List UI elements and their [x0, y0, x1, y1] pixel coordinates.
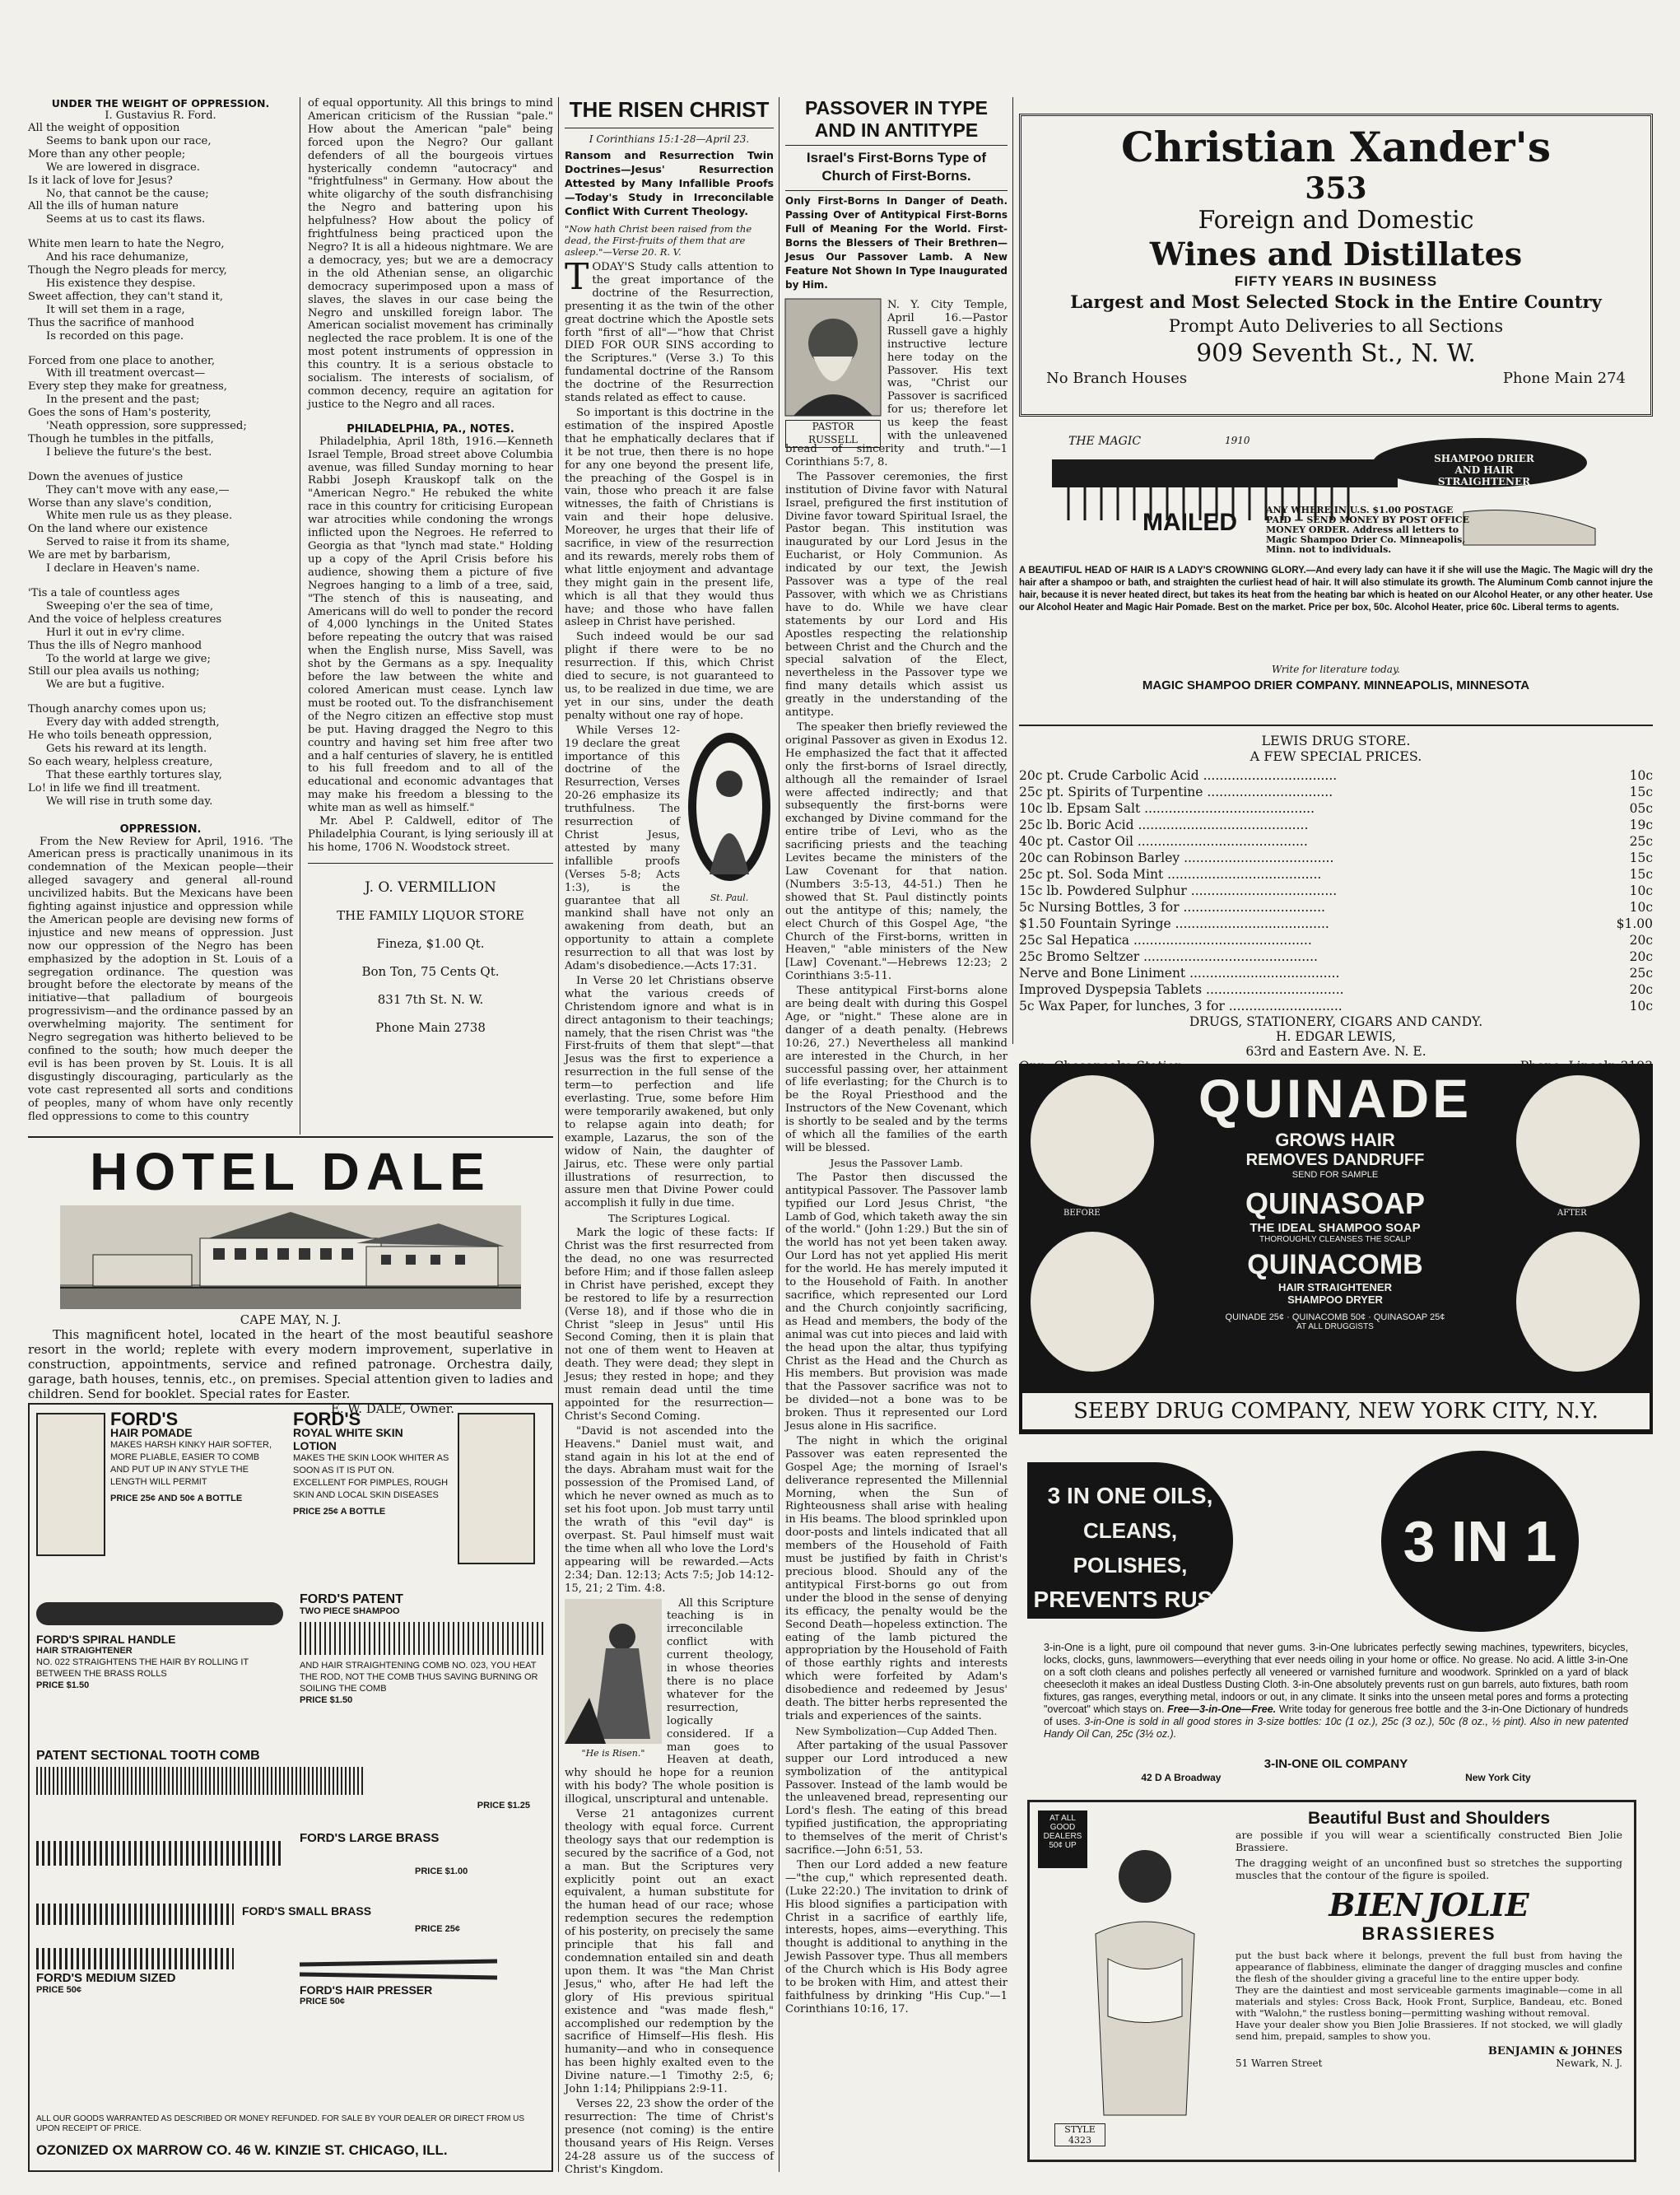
poem-line: Is recorded on this page.	[46, 329, 184, 343]
price-row	[1019, 866, 1653, 883]
passover-sub2: New Symbolization—Cup Added Then.	[795, 1724, 998, 1737]
poem-line: Though he tumbles in the pitfalls,	[28, 432, 214, 445]
bien-jolie-brand1: BIEN	[1329, 1886, 1422, 1923]
stanza-gap	[28, 692, 293, 703]
bien-jolie-city: Newark, N. J.	[1556, 2058, 1622, 2069]
bien-jolie-text5: Have your dealer show you Bien Jolie Brassieres. If not stocked, we will gladly send him, prepaid, samples to show you.	[1236, 2019, 1622, 2042]
price-item-value: 19c	[1629, 818, 1653, 832]
xander-address: 909 Seventh St., N. W.	[1196, 339, 1476, 368]
xander-number: 353	[1305, 171, 1367, 206]
price-item-value: 10c	[1629, 999, 1653, 1014]
pomade-sub: HAIR POMADE	[110, 1426, 193, 1439]
pastor-russell-caption: PASTOR RUSSELL	[785, 420, 881, 448]
poem-line: To the world at large we give;	[46, 652, 211, 665]
price-row	[1019, 767, 1653, 784]
xander-line3: FIFTY YEARS IN BUSINESS	[1234, 273, 1438, 289]
bien-jolie-style: STYLE 4323	[1054, 2123, 1105, 2146]
fords-pomade	[36, 1409, 283, 1586]
he-is-risen-image	[565, 1599, 662, 1744]
column-2	[308, 97, 553, 1136]
poem-line: All the weight of opposition	[28, 122, 180, 134]
bien-jolie-text2: The dragging weight of an unconfined bust so stretches the supporting muscles that the contour of the figure is spoiled.	[1236, 1857, 1622, 1881]
price-row	[1019, 965, 1653, 981]
bien-jolie-text3: put the bust back where it belongs, prevent the full bust from having the appearance of flabbiness, eliminate the danger of dragging muscles and confine the flesh of the shoulder giving a graceful line to the entire upper body.	[1236, 1950, 1622, 1984]
price-item-label: 5c Nursing Bottles, 3 for ...................................	[1019, 900, 1325, 915]
risen-p1: ODAY'S Study calls attention to the great importance of the doctrine of the Resurrection, presenting it as the twin of the other great doctrine which the Apostle sets forth "first of all"—"how that Christ DIED FOR OUR SINS according to the Scriptures." (Verse 3.) To this fundamental doctrine of the Ransom the doctrine of the Resurrection stands related as effect to cause.	[565, 261, 774, 405]
price-item-label: 25c lb. Boric Acid ..........................................	[1019, 818, 1309, 832]
risen-p8: All this Scripture teaching is in irreconcilable conflict with current theology, in whose theories there is no place whatever for the resurrection, logically considered. If a man goes to Heaven at death, why should he hope for a reunion with his body? The whole position is illogical, unscriptural and untenable.	[565, 1596, 774, 1806]
fords-footer-note: ALL OUR GOODS WARRANTED AS DESCRIBED OR MONEY REFUNDED. FOR SALE BY YOUR DEALER OR DIRECT FROM US UPON RECEIPT OF PRICE.	[36, 2114, 525, 2133]
xander-line4: Largest and Most Selected Stock in the Entire Country	[1070, 291, 1602, 312]
pomade-title: FORD'S	[110, 1409, 179, 1429]
he-is-risen-caption: "He is Risen."	[581, 1748, 645, 1759]
spiral-title: FORD'S SPIRAL HANDLE	[36, 1633, 176, 1646]
three-in-one-text: 3-in-One is a light, pure oil compound that never gums. 3-in-One lubricates perfectly sewing machines, typewriters, bicycles, locks, clocks, guns, lawnmowers—everything that ever needs oiling in your home or office. No grease. No acid. A little 3-in-One on a soft cloth cleans and polishes perfectly all veneered or varnished furniture and woodwork. Sprinkled on a yard of black cheesecloth it makes an ideal Dustless Dusting Cloth. 3-in-One absolutely prevents rust on gun barrels, auto fixtures, bath room fixtures, gas ranges, everything metal, indoors or out, in any climate. It sinks into the unseen metal pores and forms a protecting "overcoat" which stays on.	[1044, 1642, 1628, 1715]
risen-figure	[565, 1599, 662, 1759]
risen-p6: Mark the logic of these facts: If Christ was the first resurrected from the dead, no one was resurrected before Him; and if those fallen asleep in Christ have perished, except they be restored to life by a resurrection (Verse 18), and if those who die in Christ "sleep in Jesus" until His Second Coming, then it is plain that not one of them went to Heaven at death. They were dead; they slept in Jesus; they rested in hope; and they must remain dead until the time appointed for the resurrection—Christ's Second Coming.	[565, 1227, 774, 1423]
fords-patent	[300, 1594, 547, 1734]
price-row	[1019, 817, 1653, 833]
magic-ad	[1019, 430, 1653, 710]
poem-line: Served to raise it from its shame,	[46, 536, 230, 549]
xander-name: Christian Xander's	[1121, 123, 1551, 171]
magic-product: SHAMPOO DRIER AND HAIR STRAIGHTENER	[1434, 453, 1534, 487]
risen-title: THE RISEN CHRIST	[565, 97, 774, 128]
price-row	[1019, 850, 1653, 866]
risen-p4: While Verses 12-19 declare the great importance of this doctrine of the Resurrection, Verses 20-26 emphasize its truthfulness. The resurrection of Christ Jesus, attested by many infallible proofs (Verses 5-8; Acts 1:3), is the guarantee that all mankind shall have not only an awakening from death, but an opportunity to attain a complete resurrection to all that was lost by Adam's disobedience.—Acts 17:31.	[565, 724, 774, 973]
price-item-value: 25c	[1629, 966, 1653, 981]
st-paul-image	[685, 726, 774, 888]
poem-line: 'Tis a tale of countless ages	[28, 587, 180, 599]
bien-jolie-title: Beautiful Bust and Shoulders	[1307, 1809, 1551, 1828]
after-label: AFTER	[1557, 1209, 1587, 1218]
passover-p8: Then our Lord added a new feature—"the cup," which represented death. (Luke 22:20.) The invitation to drink of His blood signifies a participation with Christ in a sacrifice of earthly life, interests, hopes, aims—everything. This thought is additional to anything in the Jewish Passover type. Thus all members of the Church which is His Body agree to be broken with Him, and attest their faithfulness by drinking "His Cup."—1 Corinthians 10:16, 17.	[785, 1858, 1008, 2016]
pomade-price: PRICE 25¢ AND 50¢ A BOTTLE	[110, 1494, 243, 1503]
hotel-dale-ad	[28, 1136, 553, 1416]
poem-line: More than any other people;	[28, 147, 186, 161]
pastor-russell-figure	[785, 299, 881, 445]
hotel-place: CAPE MAY, N. J.	[240, 1312, 342, 1327]
bien-jolie-figure	[1063, 1835, 1227, 2115]
caldwell-note: Mr. Abel P. Caldwell, editor of The Philadelphia Courant, is lying seriously ill at his home, 1706 N. Woodstock street.	[308, 815, 553, 854]
oppression-text: From the New Review for April, 1916. 'The American press is practically unanimous in its condemnation of the Mexican people—their alleged savagery and general all-round uncivilized habits. But the Mexicans have been fighting against injustice and oppression while the American people are devising new forms of injustice and new means of oppression. Just now our oppression of the Negro has been emphasized by the adoption in St. Louis of a segregation ordinance. The question was brought before the electorate by means of the initiative—that palladium of bourgeois progressivism—and the ordinance passed by an overwhelming majority. The sentiment for Negro segregation was hitherto believed to be confined to the south; how much deeper the evil is has been proven by St. Louis. It is all disgustingly discouraging, particularly as the vote cast represented all sorts and conditions of peoples, many of whom have only recently fled oppressions to come to this country	[28, 835, 293, 1123]
bien-jolie-brand2: JOLIE	[1426, 1886, 1529, 1923]
passover-deck-2: Only First-Borns In Danger of Death. Passing Over of Antitypical First-Borns Full of Meaning For the World. First-Borns the Blessers of Their Brethren—Jesus Our Passover Lamb. A New Feature Not Shown In Type Inaugurated by Him.	[785, 195, 1008, 291]
poem-line: Hurl it out in ev'ry clime.	[46, 626, 185, 639]
before-portrait-2	[1031, 1232, 1154, 1372]
stanza-gap	[28, 343, 293, 355]
risen-dropcap: T	[565, 256, 589, 298]
tooth-comb-price: PRICE $1.25	[477, 1801, 530, 1811]
stanza-gap	[28, 576, 293, 587]
poem-line: Sweet affection, they can't stand it,	[28, 290, 224, 303]
st-paul-figure	[685, 726, 774, 903]
presser-image	[300, 1956, 497, 1981]
poem-line: His existence they despise.	[46, 277, 196, 290]
lewis-footer3: 63rd and Eastern Ave. N. E.	[1245, 1044, 1426, 1059]
patent-comb-image	[300, 1622, 547, 1655]
poem-line: Seems at us to cast its flaws.	[46, 213, 206, 226]
price-item-value: 25c	[1629, 834, 1653, 849]
bien-jolie-address: 51 Warren Street	[1236, 2058, 1323, 2069]
price-item-label: 25c Bromo Seltzer ...........................................	[1019, 949, 1318, 964]
xander-ad	[1019, 114, 1653, 417]
poem-line: Still our plea avails us nothing;	[28, 665, 200, 678]
large-brass-title: FORD'S LARGE BRASS	[300, 1831, 440, 1845]
passover-p3: The speaker then briefly reviewed the original Passover as given in Exodus 12. He emphasized the fact that it affected only the first-borns of Israel directly, although all the remainder of Israel were affected indirectly; and that subsequently the first-borns were exchanged by Divine command for the entire tribe of Levi, who as the sacrificing priests and the teaching Levites became the ministers of the Law Covenant for that nation. (Numbers 3:5-13, 44-51.) Then he showed that St. Paul distinctly points out the antitype of this; namely, the elect Church of this Gospel Age, "the Church of the First-borns, written in Heaven," "able ministers of the New [Law] Covenant."—Hebrews 12:23; 2 Corinthians 3:5-11.	[785, 721, 1008, 983]
three-in-one-city: New York City	[1465, 1772, 1531, 1783]
passover-deck-1: Israel's First-Borns Type of Church of First-Borns.	[785, 149, 1008, 191]
medium-price: PRICE 50¢	[36, 1985, 82, 1995]
poem-line: Lo! in life we find ill treatment.	[28, 781, 201, 795]
poem-line: So each weary, helpless creature,	[28, 755, 213, 768]
passover-p4: These antitypical First-borns alone are being dealt with during this Gospel Age, or "night." These alone are in danger of a death penalty. (Hebrews 10:26, 27.) Nevertheless all mankind are interested in the Church, in her successful passing over, her attainment of life everlasting; for the Church is to be the Royal Priesthood and the Instructors of the New Covenant, which is shortly to be sealed and by the terms of which all the families of the earth will be blessed.	[785, 985, 1008, 1154]
vermillion-line3: Bon Ton, 75 Cents Qt.	[361, 963, 500, 979]
quinasoap-title: QUINASOAP	[1245, 1186, 1426, 1220]
price-item-value: 20c	[1629, 982, 1653, 997]
risen-reference: I Corinthians 15:1-28—April 23.	[589, 133, 750, 145]
pomade-text: MAKES HARSH KINKY HAIR SOFTER, MORE PLIABLE, EASIER TO COMB AND PUT UP IN ANY STYLE THE LENGTH WILL PERMIT	[110, 1440, 272, 1487]
hotel-description: This magnificent hotel, located in the heart of the most beautiful seashore resort in the world; replete with every modern improvement, superlative in construction, appointments, service and refined patronage. Orchestra daily, garage, bath houses, tennis, etc., on premises. Special attention given to ladies and children. Send for booklet. Special rates for Easter.	[28, 1327, 553, 1401]
stanza-gap	[28, 459, 293, 471]
poem-line: All the ills of human nature	[28, 200, 179, 213]
passover-title-2: AND IN ANTITYPE	[785, 119, 1008, 146]
fords-large-brass	[36, 1833, 547, 1882]
price-row	[1019, 784, 1653, 800]
xander-phone: Phone Main 274	[1502, 370, 1626, 387]
poem-author: I. Gustavius R. Ford.	[105, 110, 216, 122]
lotion-price: PRICE 25¢ A BOTTLE	[293, 1507, 386, 1517]
poem-line: I believe the future's the best.	[46, 445, 212, 459]
bien-jolie-company: BENJAMIN & JOHNES	[1487, 2045, 1622, 2058]
poem-line: They can't move with any ease,—	[46, 483, 230, 496]
stanza-gap	[28, 809, 293, 820]
spiral-handle-image	[36, 1602, 283, 1625]
after-portrait-1	[1516, 1075, 1640, 1207]
price-row	[1019, 800, 1653, 817]
bien-jolie-brand3: BRASSIERES	[1361, 1923, 1496, 1944]
lewis-price-list	[1019, 767, 1653, 1014]
risen-p3: Such indeed would be our sad plight if there were to be no resurrection. If this, which Christ died to secure, is not guaranteed to us, to be realized in due time, we are yet in our sins, under the death penalty without one ray of hope.	[565, 631, 774, 722]
poem-line: In the present and the past;	[46, 394, 200, 407]
poem-line: I declare in Heaven's name.	[46, 562, 200, 576]
price-item-label: 40c pt. Castor Oil ..........................................	[1019, 834, 1308, 849]
vermillion-ad	[308, 863, 553, 1042]
lotion-text: MAKES THE SKIN LOOK WHITER AS SOON AS IT IS PUT ON. EXCELLENT FOR PIMPLES, ROUGH SKIN AND LOCAL SKIN DISEASES	[293, 1453, 449, 1500]
magic-year: 1910	[1225, 435, 1250, 446]
fords-company: OZONIZED OX MARROW CO. 46 W. KINZIE ST. CHICAGO, ILL.	[36, 2142, 448, 2158]
risen-christ-column	[565, 97, 774, 2176]
bien-jolie-ad	[1027, 1800, 1636, 2162]
lotion-bottle-image	[458, 1413, 535, 1564]
price-item-value: 15c	[1629, 851, 1653, 865]
xander-line5: Prompt Auto Deliveries to all Sections	[1168, 316, 1504, 336]
risen-sub1: The Scriptures Logical.	[607, 1212, 731, 1225]
passover-title-1: PASSOVER IN TYPE	[805, 97, 988, 119]
vermillion-name: J. O. VERMILLION	[365, 878, 496, 896]
patent-sub: TWO PIECE SHAMPOO	[300, 1606, 400, 1616]
price-item-value: 10c	[1629, 900, 1653, 915]
price-row	[1019, 883, 1653, 899]
large-brass-image	[36, 1841, 283, 1866]
passover-p5: The Pastor then discussed the antitypical Passover. The Passover lamb typified our Lord Jesus Christ, "the Lamb of God, which taketh away the sin of the world." (John 1:29.) But the sin of the world has not yet been taken away. Our Lord has not yet applied His merit for the world. He has merely imputed it to the Household of Faith. In another sacrifice, which represented our Lord and the Church conjointly sacrificing, as Head and members, the body of the animal was cut into pieces and laid with the head upon the altar, thus typifying Christ as the Head and the Church as His members. But provision was made that the Passover sacrifice was not to be divided—not a bone was to be broken. Thus it represented our Lord Jesus alone in His sacrifice.	[785, 1171, 1008, 1433]
price-item-label: Improved Dyspepsia Tablets ..................................	[1019, 982, 1344, 997]
pomade-jar-image	[36, 1413, 105, 1556]
price-item-label: 20c can Robinson Barley .....................................	[1019, 851, 1334, 865]
bien-jolie-text1: are possible if you will wear a scientifically constructed Bien Jolie Brassiere.	[1236, 1829, 1622, 1853]
risen-p10: Verses 22, 23 show the order of the resurrection: The time of Christ's presence (not coming) is the entire thousand years of His Reign. Verses 24-28 assure us of the success of Christ's Kingdom.	[565, 2097, 774, 2176]
poem-line: Down the avenues of justice	[28, 470, 184, 483]
fords-presser	[300, 1956, 547, 2030]
price-item-value: 10c	[1629, 883, 1653, 898]
three-in-one-ad	[1019, 1447, 1653, 1785]
poem-line: Worse than any slave's condition,	[28, 496, 212, 510]
three-in-one-free-text: Write today for generous free bottle and the 3-in-One Dictionary of hundreds of uses.	[1044, 1703, 1628, 1727]
poem-line: It will set them in a rage,	[46, 303, 185, 316]
poem-line: That these earthly tortures slay,	[46, 768, 222, 781]
price-row	[1019, 899, 1653, 916]
fords-medium	[36, 1948, 283, 2022]
passover-column	[785, 97, 1008, 2172]
risen-p9: Verse 21 antagonizes current theology with equal force. Current theology says that our redemption is secured by the sacrifice of a God, not a man. But the Scriptures very explicitly point out an exact equivalent, a human substitute for the human head of our race; whose redemption secures the redemption of his posterity, on precisely the same principle that his fall and condemnation entailed sin and death upon them. It was "the Man Christ Jesus," who, after He had left the glory of His previous spiritual existence and "was made flesh," accomplished our redemption by the sacrifice of Himself—His flesh. His humanity—and who in consequence has been highly exalted even to the Divine nature.—1 Timothy 2:5, 6; John 1:14; Philippians 2:9-11.	[565, 1808, 774, 2096]
passover-p1: N. Y. City Temple, April 16.—Pastor Russell gave a highly instructive lecture here today on the Passover. His text was, "Christ our Passover is sacrificed for us; therefore let us keep the feast with the unleavened bread of sincerity and truth."—1 Corinthians 5:7, 8.	[785, 299, 1008, 468]
price-row	[1019, 916, 1653, 932]
poem-line: Seems to bank upon our race,	[46, 134, 212, 147]
poem-line: On the land where our existence	[28, 523, 208, 536]
risen-p2: So important is this doctrine in the estimation of the inspired Apostle that he emphatically declares that if it be not true, then there is no hope for any one beyond the present life, the preaching of the Gospel is in vain, those who preach it are false witnesses, the faith of Christians is vain and their hope delusive. Moreover, he urges that their life of sacrifice, in view of the resurrection and its rewards, merely robs them of what little enjoyment and advantage they might gain in the present life, which is all that they would thus have; and those who have fallen asleep in Christ have perished.	[565, 406, 774, 629]
quinade-prices: QUINADE 25¢ · QUINACOMB 50¢ · QUINASOAP 25¢	[1225, 1312, 1445, 1322]
poem-body	[28, 122, 293, 820]
risen-quote: "Now hath Christ been raised from the dead, the First-fruits of them that are asleep."—Verse 20. R. V.	[565, 223, 752, 258]
poem-line: Every day with added strength,	[46, 716, 220, 729]
passover-p2: The Passover ceremonies, the first institution of Divine favor with Natural Israel, prefigured the first institution of Divine favor toward Spiritual Israel, the Pastor began. This institution was inaugurated by our Lord Jesus in the Eucharist, or Holy Communion. As indicated by our text, the Jewish Passover was a type of the real Passover, with which we as Christians have to do. While we have clear statements by our Lord and His Apostles respecting the relationship between Christ and the Church and the special salvation of the Elect, nevertheless in the Passover type we find many details which assist us greatly in the understanding of the antitype.	[785, 470, 1008, 720]
price-item-label: 25c pt. Sol. Soda Mint ......................................	[1019, 867, 1322, 882]
before-portrait-1	[1031, 1075, 1154, 1207]
risen-p7: "David is not ascended into the Heavens." Daniel must wait, and stand again in his lot at the end of the days. Abraham must wait for the possession of the Promised Land, of which he never owned as much as to set his foot upon. Job must tarry until the wrath of this "evil day" is overpast. St. Paul himself must wait the time when all who love the Lord's appearing will be rewarded.—Acts 2:34; Dan. 12:13; Acts 7:5; Job 14:12-15, 21; 2 Tim. 4:8.	[565, 1424, 774, 1595]
fords-tooth-comb	[36, 1750, 547, 1811]
patent-price: PRICE $1.50	[300, 1695, 353, 1705]
poem-line: White men rule us as they please.	[46, 510, 233, 523]
vermillion-line4: 831 7th St. N. W.	[377, 991, 484, 1007]
poem-line: Gets his reward at its length.	[46, 742, 207, 755]
magic-company: MAGIC SHAMPOO DRIER COMPANY. MINNEAPOLIS, MINNESOTA	[1142, 678, 1530, 692]
oppression-title: OPPRESSION.	[119, 823, 202, 836]
price-item-label: 25c Sal Hepatica ............................................	[1019, 933, 1312, 948]
poem-line: Though the Negro pleads for mercy,	[28, 264, 227, 277]
poem-line: With ill treatment overcast—	[46, 367, 206, 380]
price-row	[1019, 833, 1653, 850]
pastor-russell-photo	[785, 299, 881, 416]
price-row	[1019, 948, 1653, 965]
quinade-druggists: AT ALL DRUGGISTS	[1296, 1322, 1374, 1331]
fords-spiral	[36, 1594, 283, 1717]
vermillion-line2: Fineza, $1.00 Qt.	[376, 935, 485, 951]
poem-line: Sweeping o'er the sea of time,	[46, 599, 214, 613]
poem-line: We will rise in truth some day.	[46, 795, 213, 808]
stanza-gap	[28, 226, 293, 238]
before-label: BEFORE	[1063, 1209, 1101, 1218]
lewis-title: LEWIS DRUG STORE.	[1261, 733, 1411, 748]
risen-deck: Ransom and Resurrection Twin Doctrines—Jesus' Resurrection Attested by Many Infallible Proofs—Today's Study in Irreconcilable Conflict With Current Theology.	[565, 149, 774, 217]
price-item-label: 5c Wax Paper, for lunches, 3 for ............................	[1019, 999, 1343, 1014]
small-brass-price: PRICE 25¢	[415, 1924, 461, 1934]
poem-line: Thus the sacrifice of manhood	[28, 316, 194, 329]
xander-line1: Foreign and Domestic	[1198, 206, 1474, 235]
three-in-one-logo: 3 IN 1	[1403, 1509, 1557, 1573]
bien-jolie-text4: They are the daintiest and most serviceable garments imaginable—come in all materials and styles: Cross Back, Hook Front, Surplice, Bandeau, etc. Boned with "Walohn," the rustless boning—permitting washing without removal.	[1236, 1984, 1622, 2019]
poem-line: Thus the ills of Negro manhood	[28, 639, 202, 652]
quinade-ad	[1019, 1064, 1653, 1434]
poem-line: We are but a fugitive.	[46, 678, 165, 692]
poem-line: Though anarchy comes upon us;	[28, 703, 207, 716]
price-item-value: 20c	[1629, 933, 1653, 948]
small-brass-title: FORD'S SMALL BRASS	[242, 1904, 372, 1918]
poem-line: He who toils beneath oppression,	[28, 729, 212, 743]
lewis-subtitle: A FEW SPECIAL PRICES.	[1250, 748, 1422, 764]
hotel-owner: E. W. DALE, Owner.	[330, 1401, 454, 1416]
tooth-comb-image	[36, 1767, 365, 1795]
three-in-one-address: 42 D A Broadway	[1141, 1772, 1222, 1783]
passover-p7: After partaking of the usual Passover supper our Lord introduced a new symbolization of the antitypical Passover. Instead of the lamb would be the unleavened bread, representing our Lord's flesh. The eating of this bread typified justification, the appropriating to themselves of the merit of Christ's sacrifice.—John 6:51, 53.	[785, 1739, 1008, 1857]
patent-text: AND HAIR STRAIGHTENING COMB NO. 023, YOU HEAT THE ROD, NOT THE COMB THUS SAVING BURNING OR SOILING THE COMB	[300, 1661, 538, 1694]
column-rule	[779, 97, 780, 2172]
philadelphia-text: Philadelphia, April 18th, 1916.—Kenneth Israel Temple, Broad street above Columbia avenue, was filled Sunday morning to hear Rabbi Joseph Krauskopf talk on the "American Negro." He rebuked the white race in this country for criticising European war atrocities while condoning the wrongs inflicted upon the Negroes. He referred to Georgia as that "lynch mad state." Holding up a copy of the April Crisis before his audience, showing them a picture of five Negroes hanging to a limb of a tree, said, "The stench of this is nauseating, and Americans will do well to ponder the record of 4,000 lynchings in the United States before repeating the outcry that was raised when the English nurse, Miss Savell, was shot by the Germans as a spy. Inequality before the law between the white and colored American must cease. Lynch law must be rooted out. To the disfranchisement of the Negro citizen an effective stop must be put. Having dragged the Negro to this country and having set him free after two and a half centuries of slavery, he is entitled to his full freedom and to all of the educational and economic advantages that may make his freedom a blessing to the white man as well as himself."	[308, 435, 553, 815]
price-row	[1019, 998, 1653, 1014]
xander-no-branch: No Branch Houses	[1046, 370, 1188, 387]
fords-ad	[28, 1403, 553, 2172]
poem-line: Is it lack of love for Jesus?	[28, 174, 173, 187]
magic-mailed: MAILED	[1142, 509, 1237, 536]
fords-lotion	[293, 1409, 545, 1586]
poem-title: UNDER THE WEIGHT OF OPPRESSION.	[51, 97, 270, 110]
three-in-one-sold: 3-in-One is sold in all good stores in 3-size bottles: 10c (1 oz.), 25c (3 oz.), 50c (8 oz., ½ pint). Also in new patented Handy Oil Can, 25c (3½ oz.).	[1044, 1716, 1628, 1740]
spiral-sub: HAIR STRAIGHTENER	[36, 1646, 133, 1656]
tooth-comb-title: PATENT SECTIONAL TOOTH COMB	[36, 1749, 260, 1763]
vermillion-phone: Phone Main 2738	[375, 1019, 486, 1035]
spiral-price: PRICE $1.50	[36, 1680, 90, 1690]
price-item-value: 10c	[1629, 768, 1653, 783]
price-item-value: 05c	[1629, 801, 1653, 816]
price-item-label: 20c pt. Crude Carbolic Acid .................................	[1019, 768, 1338, 783]
risen-p5: In Verse 20 let Christians observe what the various creeds of Christendom ignore and what is in direct antagonism to their teachings; namely, that the risen Christ was "the First-fruits of them that slept"—that Jesus was the first to experience a resurrection in the full sense of the term—to perfection and life everlasting. True, some before Him were temporarily awakened, but only to relapse again into death; for example, Lazarus, the son of the widow of Nain, the daughter of Jairus, etc. These were only partial illustrations of resurrection, to assure men that Divine Power could accomplish it fully in due time.	[565, 974, 774, 1210]
hotel-photo	[60, 1205, 521, 1309]
column-rule	[1012, 97, 1013, 1044]
passover-p6: The night in which the original Passover was eaten represented the Gospel Age; the morning of Israel's deliverance represented the Millennial Morning, when the Sun of Righteousness shall arise with healing in His beams. The blood sprinkled upon door-posts and lintels indicated that all members of the Household of Faith must be justified by faith in Christ's precious blood. Should any of the antitypical First-borns go out from under the blood in the sense of denying its efficacy, the penalty would be the Second Death—hopeless extinction. The eating of the lamb pictured the appropriation by the Household of Faith of those earthly rights and interests which were forfeited by Adam's disobedience and redeemed by Jesus' death. The bitter herbs represented the trials and experiences of the saints.	[785, 1434, 1008, 1722]
small-brass-image	[36, 1904, 234, 1925]
quinacomb-sub: HAIR STRAIGHTENER SHAMPOO DRYER	[1278, 1281, 1392, 1306]
poem-line: 'Neath oppression, sore suppressed;	[46, 420, 247, 433]
magic-text: A BEAUTIFUL HEAD OF HAIR IS A LADY'S CROWNING GLORY.—And every lady can have it if she will use the Magic. The Magic will dry the hair after a shampoo or bath, and straighten the curliest head of hair. It will also stimulate its growth. The Aluminum Comb cannot injure the hair, because it is never heated direct, but takes its heat from the heating bar which is heated on our Alcohol Heater, or any other heater. Use our Alcohol Heater and Magic Hair Pomade. Best on the market. Price per box, 50c. Alcohol Heater, price 60c. Liberal terms to agents.	[1019, 566, 1653, 613]
price-item-value: $1.00	[1616, 916, 1653, 931]
patent-title: FORD'S PATENT	[300, 1592, 403, 1606]
spiral-text: NO. 022 STRAIGHTENS THE HAIR BY ROLLING IT BETWEEN THE BRASS ROLLS	[36, 1657, 249, 1679]
passover-sub1: Jesus the Passover Lamb.	[830, 1156, 963, 1169]
magic-brand: THE MAGIC	[1068, 435, 1142, 448]
poem-line: No, that cannot be the cause;	[46, 187, 209, 200]
price-item-value: 15c	[1629, 867, 1653, 882]
quinade-title: QUINADE	[1198, 1068, 1473, 1129]
price-item-label: Nerve and Bone Liniment .....................................	[1019, 966, 1340, 981]
price-item-value: 15c	[1629, 785, 1653, 799]
three-in-one-headline1: 3 IN ONE OILS,	[1047, 1483, 1213, 1508]
quinade-line2: REMOVES DANDRUFF	[1245, 1151, 1425, 1169]
lotion-title: FORD'S	[293, 1409, 361, 1429]
badge-text: AT ALL GOOD DEALERS 50¢ UP	[1043, 1814, 1082, 1850]
column-1	[28, 97, 293, 1136]
three-in-one-headline3: PREVENTS RUST	[1033, 1587, 1227, 1612]
large-brass-price: PRICE $1.00	[415, 1866, 468, 1876]
poem-line: Goes the sons of Ham's posterity,	[28, 407, 212, 420]
price-item-label: 25c pt. Spirits of Turpentine ...............................	[1019, 785, 1333, 799]
st-paul-caption: St. Paul.	[710, 892, 749, 903]
quinade-line1: GROWS HAIR	[1275, 1130, 1395, 1150]
oppression-continued: of equal opportunity. All this brings to mind American criticism of the Russian "pale." How about the American "pale" being forced upon the Negro? Our gallant defenders of all the bourgeois virtues hysterically condemn "autocracy" and "frightfulness" in Germany. How about the white oligarchy of the south disfranchising the Negro and battering upon his helpfulness? How about the policy of frightfulness being practiced upon the Negro? It is all a hideous nightmare. We are a democracy, yes; but we are a democracy in the old Athenian sense, an oligarchic democracy superimposed upon a mass of slaves, the slaves in our case being the Negro and unskilled foreign labor. The American socialist movement has criminally neglected the race problem. It is one of the most potent instruments of oppression in this country. It is a serious obstacle to socialism. The interests of socialism, of common decency, require an agitation for justice to the Negro and all races.	[308, 97, 553, 411]
price-item-label: 10c lb. Epsam Salt ..........................................	[1019, 801, 1315, 816]
poem-line: We are lowered in disgrace.	[46, 161, 200, 174]
three-in-one-company: 3-IN-ONE OIL COMPANY	[1263, 1757, 1408, 1771]
vermillion-line1: THE FAMILY LIQUOR STORE	[337, 907, 524, 923]
poem-line: Every step they make for greatness,	[28, 380, 227, 394]
price-item-label: $1.50 Fountain Syringe ......................................	[1019, 916, 1329, 931]
quinade-line3: SEND FOR SAMPLE	[1291, 1170, 1379, 1180]
xander-line2: Wines and Distillates	[1149, 235, 1523, 273]
philadelphia-title: PHILADELPHIA, PA., NOTES.	[347, 422, 514, 436]
newspaper-page	[23, 97, 1657, 2176]
price-item-label: 15c lb. Powdered Sulphur ....................................	[1019, 883, 1338, 898]
column-rule	[558, 97, 559, 2172]
three-in-one-headline2: CLEANS, POLISHES,	[1073, 1518, 1188, 1578]
poem-line: And the voice of helpless creatures	[28, 613, 222, 626]
presser-price: PRICE 50¢	[300, 1997, 346, 2006]
presser-title: FORD'S HAIR PRESSER	[300, 1983, 433, 1997]
poem-line: Forced from one place to another,	[28, 354, 216, 367]
price-item-value: 20c	[1629, 949, 1653, 964]
price-row	[1019, 981, 1653, 998]
quinasoap-sub: THE IDEAL SHAMPOO SOAP	[1250, 1221, 1421, 1235]
fords-small-brass	[36, 1899, 547, 1940]
poem-line: And his race dehumanize,	[46, 251, 189, 264]
hotel-title: HOTEL DALE	[90, 1142, 491, 1201]
quinasoap-sub2: THOROUGHLY CLEANSES THE SCALP	[1259, 1235, 1411, 1244]
after-portrait-2	[1516, 1232, 1640, 1372]
three-in-one-logo-badge	[1381, 1451, 1579, 1632]
magic-mail-text: ANY WHERE IN U.S. $1.00 POSTAGE PAID — SEND MONEY BY POST OFFICE MONEY ORDER. Address all letters to Magic Shampoo Drier Co. Minneapolis, Minn. not to individuals.	[1266, 505, 1470, 555]
lewis-drug-ad	[1019, 725, 1653, 1059]
magic-write: Write for literature today.	[1272, 664, 1400, 675]
poem-line: White men learn to hate the Negro,	[28, 238, 225, 251]
three-in-one-free: Free—3-in-One—Free.	[1167, 1703, 1277, 1715]
medium-comb-image	[36, 1948, 234, 1969]
medium-title: FORD'S MEDIUM SIZED	[36, 1971, 176, 1985]
lewis-footer1: DRUGS, STATIONERY, CIGARS AND CANDY.	[1189, 1014, 1483, 1029]
quinacomb-title: QUINACOMB	[1247, 1249, 1423, 1280]
lotion-sub: ROYAL WHITE SKIN LOTION	[293, 1426, 403, 1452]
lewis-footer2: H. EDGAR LEWIS,	[1276, 1029, 1396, 1044]
quinade-company: SEEBY DRUG COMPANY, NEW YORK CITY, N.Y.	[1022, 1393, 1650, 1429]
poem-line: We are met by barbarism,	[28, 549, 171, 562]
price-row	[1019, 932, 1653, 948]
